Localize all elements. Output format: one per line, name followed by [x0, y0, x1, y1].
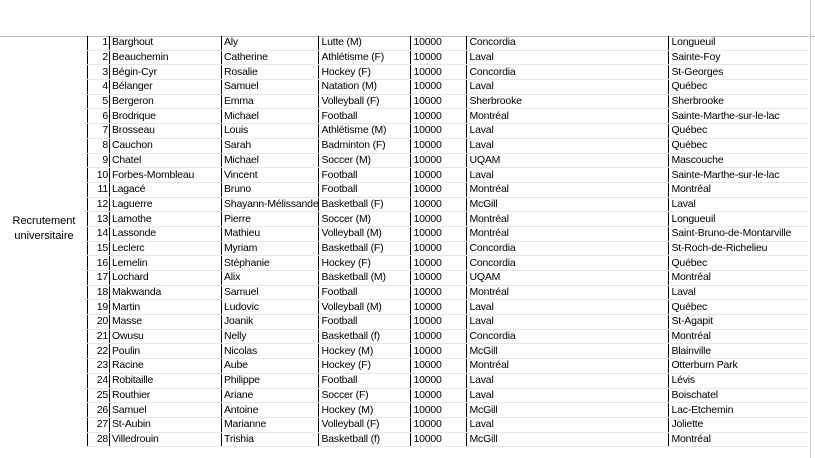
- table-row: [88, 359, 809, 374]
- cell-university: Laval: [467, 315, 669, 330]
- cell-university: Concordia: [467, 256, 669, 271]
- table-row: [88, 80, 809, 95]
- cell-sport: Football: [319, 109, 411, 124]
- cell-university: McGill: [467, 432, 669, 447]
- table-row: [88, 329, 809, 344]
- cell-row-number: 20: [88, 315, 110, 330]
- cell-first-name: Louis: [222, 124, 319, 139]
- table-row: [88, 403, 809, 418]
- cell-amount: 10000: [411, 212, 467, 227]
- cell-first-name: Bruno: [222, 182, 319, 197]
- table-row: [88, 373, 809, 388]
- cell-last-name: Laguerre: [110, 197, 222, 212]
- cell-city: Montréal: [669, 329, 809, 344]
- cell-amount: 10000: [411, 226, 467, 241]
- table-row: [88, 36, 809, 50]
- cell-city: Longueuil: [669, 212, 809, 227]
- cell-amount: 10000: [411, 285, 467, 300]
- cell-last-name: Martin: [110, 300, 222, 315]
- cell-university: Laval: [467, 138, 669, 153]
- cell-first-name: Aube: [222, 359, 319, 374]
- cell-row-number: 14: [88, 226, 110, 241]
- cell-first-name: Rosalie: [222, 65, 319, 80]
- cell-amount: 10000: [411, 94, 467, 109]
- cell-row-number: 17: [88, 271, 110, 286]
- cell-sport: Hockey (M): [319, 403, 411, 418]
- cell-last-name: Barghout: [110, 36, 222, 50]
- cell-university: Concordia: [467, 241, 669, 256]
- cell-university: Laval: [467, 300, 669, 315]
- cell-city: Boischatel: [669, 388, 809, 403]
- cell-city: Sainte-Foy: [669, 50, 809, 65]
- cell-university: Laval: [467, 80, 669, 95]
- cell-row-number: 2: [88, 50, 110, 65]
- cell-university: Montréal: [467, 212, 669, 227]
- cell-last-name: Bélanger: [110, 80, 222, 95]
- cell-amount: 10000: [411, 80, 467, 95]
- cell-city: Montréal: [669, 432, 809, 447]
- cell-last-name: Samuel: [110, 403, 222, 418]
- cell-sport: Lutte (M): [319, 36, 411, 50]
- section-label-line1: Recrutement: [12, 215, 76, 227]
- cell-university: Concordia: [467, 36, 669, 50]
- cell-university: UQAM: [467, 153, 669, 168]
- cell-sport: Hockey (F): [319, 256, 411, 271]
- cell-last-name: Bégin-Cyr: [110, 65, 222, 80]
- cell-city: St-Roch-de-Richelieu: [669, 241, 809, 256]
- cell-sport: Football: [319, 285, 411, 300]
- cell-sport: Football: [319, 168, 411, 183]
- cell-sport: Volleyball (M): [319, 300, 411, 315]
- cell-first-name: Pierre: [222, 212, 319, 227]
- cell-city: St-Georges: [669, 65, 809, 80]
- cell-first-name: Michael: [222, 153, 319, 168]
- cell-city: Sherbrooke: [669, 94, 809, 109]
- table-row: [88, 94, 809, 109]
- table-row: [88, 182, 809, 197]
- cell-last-name: Masse: [110, 315, 222, 330]
- cell-city: Lévis: [669, 373, 809, 388]
- cell-university: Montréal: [467, 182, 669, 197]
- cell-amount: 10000: [411, 271, 467, 286]
- cell-row-number: 10: [88, 168, 110, 183]
- table-row: [88, 388, 809, 403]
- cell-row-number: 18: [88, 285, 110, 300]
- cell-sport: Soccer (M): [319, 153, 411, 168]
- right-divider: [810, 0, 811, 458]
- cell-first-name: Vincent: [222, 168, 319, 183]
- cell-first-name: Michael: [222, 109, 319, 124]
- cell-row-number: 3: [88, 65, 110, 80]
- table-row: [88, 124, 809, 139]
- cell-amount: 10000: [411, 329, 467, 344]
- cell-first-name: Myriam: [222, 241, 319, 256]
- cell-amount: 10000: [411, 182, 467, 197]
- cell-university: Laval: [467, 124, 669, 139]
- cell-sport: Athlétisme (F): [319, 50, 411, 65]
- cell-university: Montréal: [467, 109, 669, 124]
- table-row: [88, 168, 809, 183]
- cell-row-number: 22: [88, 344, 110, 359]
- cell-first-name: Samuel: [222, 285, 319, 300]
- cell-amount: 10000: [411, 359, 467, 374]
- cell-last-name: Leclerc: [110, 241, 222, 256]
- cell-amount: 10000: [411, 373, 467, 388]
- cell-city: Laval: [669, 197, 809, 212]
- cell-sport: Soccer (F): [319, 388, 411, 403]
- cell-sport: Basketball (f): [319, 329, 411, 344]
- cell-first-name: Ludovic: [222, 300, 319, 315]
- cell-amount: 10000: [411, 344, 467, 359]
- cell-last-name: Lassonde: [110, 226, 222, 241]
- cell-amount: 10000: [411, 138, 467, 153]
- cell-amount: 10000: [411, 300, 467, 315]
- cell-row-number: 4: [88, 80, 110, 95]
- cell-university: UQAM: [467, 271, 669, 286]
- cell-first-name: Aly: [222, 36, 319, 50]
- cell-row-number: 25: [88, 388, 110, 403]
- cell-sport: Volleyball (F): [319, 94, 411, 109]
- cell-city: Québec: [669, 80, 809, 95]
- cell-university: Laval: [467, 168, 669, 183]
- cell-city: Saint-Bruno-de-Montarville: [669, 226, 809, 241]
- cell-first-name: Nelly: [222, 329, 319, 344]
- cell-row-number: 24: [88, 373, 110, 388]
- table-row: [88, 153, 809, 168]
- table-row: [88, 344, 809, 359]
- cell-last-name: St-Aubin: [110, 417, 222, 432]
- cell-amount: 10000: [411, 241, 467, 256]
- cell-last-name: Lochard: [110, 271, 222, 286]
- cell-university: Laval: [467, 373, 669, 388]
- cell-university: Montréal: [467, 285, 669, 300]
- cell-row-number: 28: [88, 432, 110, 447]
- cell-city: Laval: [669, 285, 809, 300]
- cell-city: Québec: [669, 256, 809, 271]
- cell-last-name: Makwanda: [110, 285, 222, 300]
- cell-row-number: 23: [88, 359, 110, 374]
- recruitment-table-body: [88, 36, 809, 447]
- cell-row-number: 1: [88, 36, 110, 50]
- cell-city: Otterburn Park: [669, 359, 809, 374]
- cell-amount: 10000: [411, 50, 467, 65]
- cell-sport: Basketball (M): [319, 271, 411, 286]
- cell-city: Joliette: [669, 417, 809, 432]
- cell-city: Montréal: [669, 182, 809, 197]
- cell-last-name: Routhier: [110, 388, 222, 403]
- cell-first-name: Philippe: [222, 373, 319, 388]
- cell-city: Québec: [669, 138, 809, 153]
- cell-first-name: Alix: [222, 271, 319, 286]
- cell-amount: 10000: [411, 124, 467, 139]
- table-row: [88, 285, 809, 300]
- cell-sport: Hockey (F): [319, 359, 411, 374]
- cell-first-name: Sarah: [222, 138, 319, 153]
- cell-amount: 10000: [411, 417, 467, 432]
- table-row: [88, 109, 809, 124]
- cell-city: Sainte-Marthe-sur-le-lac: [669, 168, 809, 183]
- cell-sport: Natation (M): [319, 80, 411, 95]
- table-row: [88, 315, 809, 330]
- cell-first-name: Marianne: [222, 417, 319, 432]
- cell-last-name: Beauchemin: [110, 50, 222, 65]
- cell-university: Laval: [467, 388, 669, 403]
- cell-last-name: Villedrouin: [110, 432, 222, 447]
- cell-university: Laval: [467, 50, 669, 65]
- cell-city: Longueuil: [669, 36, 809, 50]
- cell-university: Sherbrooke: [467, 94, 669, 109]
- cell-amount: 10000: [411, 403, 467, 418]
- cell-city: Sainte-Marthe-sur-le-lac: [669, 109, 809, 124]
- cell-amount: 10000: [411, 65, 467, 80]
- cell-first-name: Joanik: [222, 315, 319, 330]
- cell-row-number: 19: [88, 300, 110, 315]
- cell-first-name: Catherine: [222, 50, 319, 65]
- table-row: [88, 300, 809, 315]
- cell-first-name: Emma: [222, 94, 319, 109]
- cell-sport: Football: [319, 182, 411, 197]
- table-row: [88, 432, 809, 447]
- cell-last-name: Lamothe: [110, 212, 222, 227]
- cell-city: Mascouche: [669, 153, 809, 168]
- cell-last-name: Cauchon: [110, 138, 222, 153]
- cell-university: Montréal: [467, 359, 669, 374]
- table-row: [88, 417, 809, 432]
- cell-sport: Basketball (F): [319, 241, 411, 256]
- cell-sport: Volleyball (F): [319, 417, 411, 432]
- cell-sport: Football: [319, 315, 411, 330]
- cell-university: Laval: [467, 417, 669, 432]
- table-row: [88, 241, 809, 256]
- recruitment-table: [87, 36, 809, 447]
- cell-university: McGill: [467, 403, 669, 418]
- cell-first-name: Stéphanie: [222, 256, 319, 271]
- cell-sport: Basketball (f): [319, 432, 411, 447]
- cell-university: Montréal: [467, 226, 669, 241]
- table-row: [88, 197, 809, 212]
- cell-row-number: 5: [88, 94, 110, 109]
- cell-row-number: 15: [88, 241, 110, 256]
- cell-amount: 10000: [411, 388, 467, 403]
- cell-university: McGill: [467, 197, 669, 212]
- cell-last-name: Forbes-Mombleau: [110, 168, 222, 183]
- cell-last-name: Robitaille: [110, 373, 222, 388]
- section-label-line2: universitaire: [14, 230, 74, 242]
- cell-last-name: Racine: [110, 359, 222, 374]
- cell-university: McGill: [467, 344, 669, 359]
- cell-first-name: Trishia: [222, 432, 319, 447]
- cell-city: Lac-Etchemin: [669, 403, 809, 418]
- cell-sport: Badminton (F): [319, 138, 411, 153]
- cell-row-number: 21: [88, 329, 110, 344]
- table-row: [88, 65, 809, 80]
- cell-row-number: 8: [88, 138, 110, 153]
- cell-city: Québec: [669, 124, 809, 139]
- cell-sport: Hockey (F): [319, 65, 411, 80]
- cell-sport: Soccer (M): [319, 212, 411, 227]
- cell-sport: Basketball (F): [319, 197, 411, 212]
- cell-last-name: Owusu: [110, 329, 222, 344]
- section-label: [0, 214, 88, 244]
- cell-row-number: 26: [88, 403, 110, 418]
- cell-first-name: Samuel: [222, 80, 319, 95]
- cell-first-name: Ariane: [222, 388, 319, 403]
- cell-first-name: Mathieu: [222, 226, 319, 241]
- table-row: [88, 138, 809, 153]
- cell-first-name: Nicolas: [222, 344, 319, 359]
- cell-university: Concordia: [467, 65, 669, 80]
- cell-row-number: 11: [88, 182, 110, 197]
- cell-last-name: Bergeron: [110, 94, 222, 109]
- table-row: [88, 256, 809, 271]
- cell-first-name: Shayann-Mélissande: [222, 197, 319, 212]
- cell-row-number: 13: [88, 212, 110, 227]
- cell-row-number: 12: [88, 197, 110, 212]
- cell-sport: Athlétisme (M): [319, 124, 411, 139]
- cell-sport: Football: [319, 373, 411, 388]
- table-row: [88, 271, 809, 286]
- cell-sport: Volleyball (M): [319, 226, 411, 241]
- cell-row-number: 6: [88, 109, 110, 124]
- table-row: [88, 226, 809, 241]
- table-row: [88, 50, 809, 65]
- cell-row-number: 27: [88, 417, 110, 432]
- cell-city: Québec: [669, 300, 809, 315]
- cell-amount: 10000: [411, 168, 467, 183]
- cell-first-name: Antoine: [222, 403, 319, 418]
- cell-sport: Hockey (M): [319, 344, 411, 359]
- cell-city: Montréal: [669, 271, 809, 286]
- cell-amount: 10000: [411, 109, 467, 124]
- table-row: [88, 212, 809, 227]
- cell-amount: 10000: [411, 256, 467, 271]
- cell-row-number: 16: [88, 256, 110, 271]
- cell-last-name: Brodrique: [110, 109, 222, 124]
- cell-university: Concordia: [467, 329, 669, 344]
- cell-amount: 10000: [411, 432, 467, 447]
- cell-amount: 10000: [411, 153, 467, 168]
- cell-city: St-Agapit: [669, 315, 809, 330]
- cell-last-name: Lagacé: [110, 182, 222, 197]
- cell-amount: 10000: [411, 36, 467, 50]
- cell-last-name: Lemelin: [110, 256, 222, 271]
- cell-last-name: Chatel: [110, 153, 222, 168]
- cell-row-number: 7: [88, 124, 110, 139]
- cell-last-name: Poulin: [110, 344, 222, 359]
- cell-amount: 10000: [411, 197, 467, 212]
- cell-city: Blainville: [669, 344, 809, 359]
- cell-amount: 10000: [411, 315, 467, 330]
- cell-last-name: Brosseau: [110, 124, 222, 139]
- cell-row-number: 9: [88, 153, 110, 168]
